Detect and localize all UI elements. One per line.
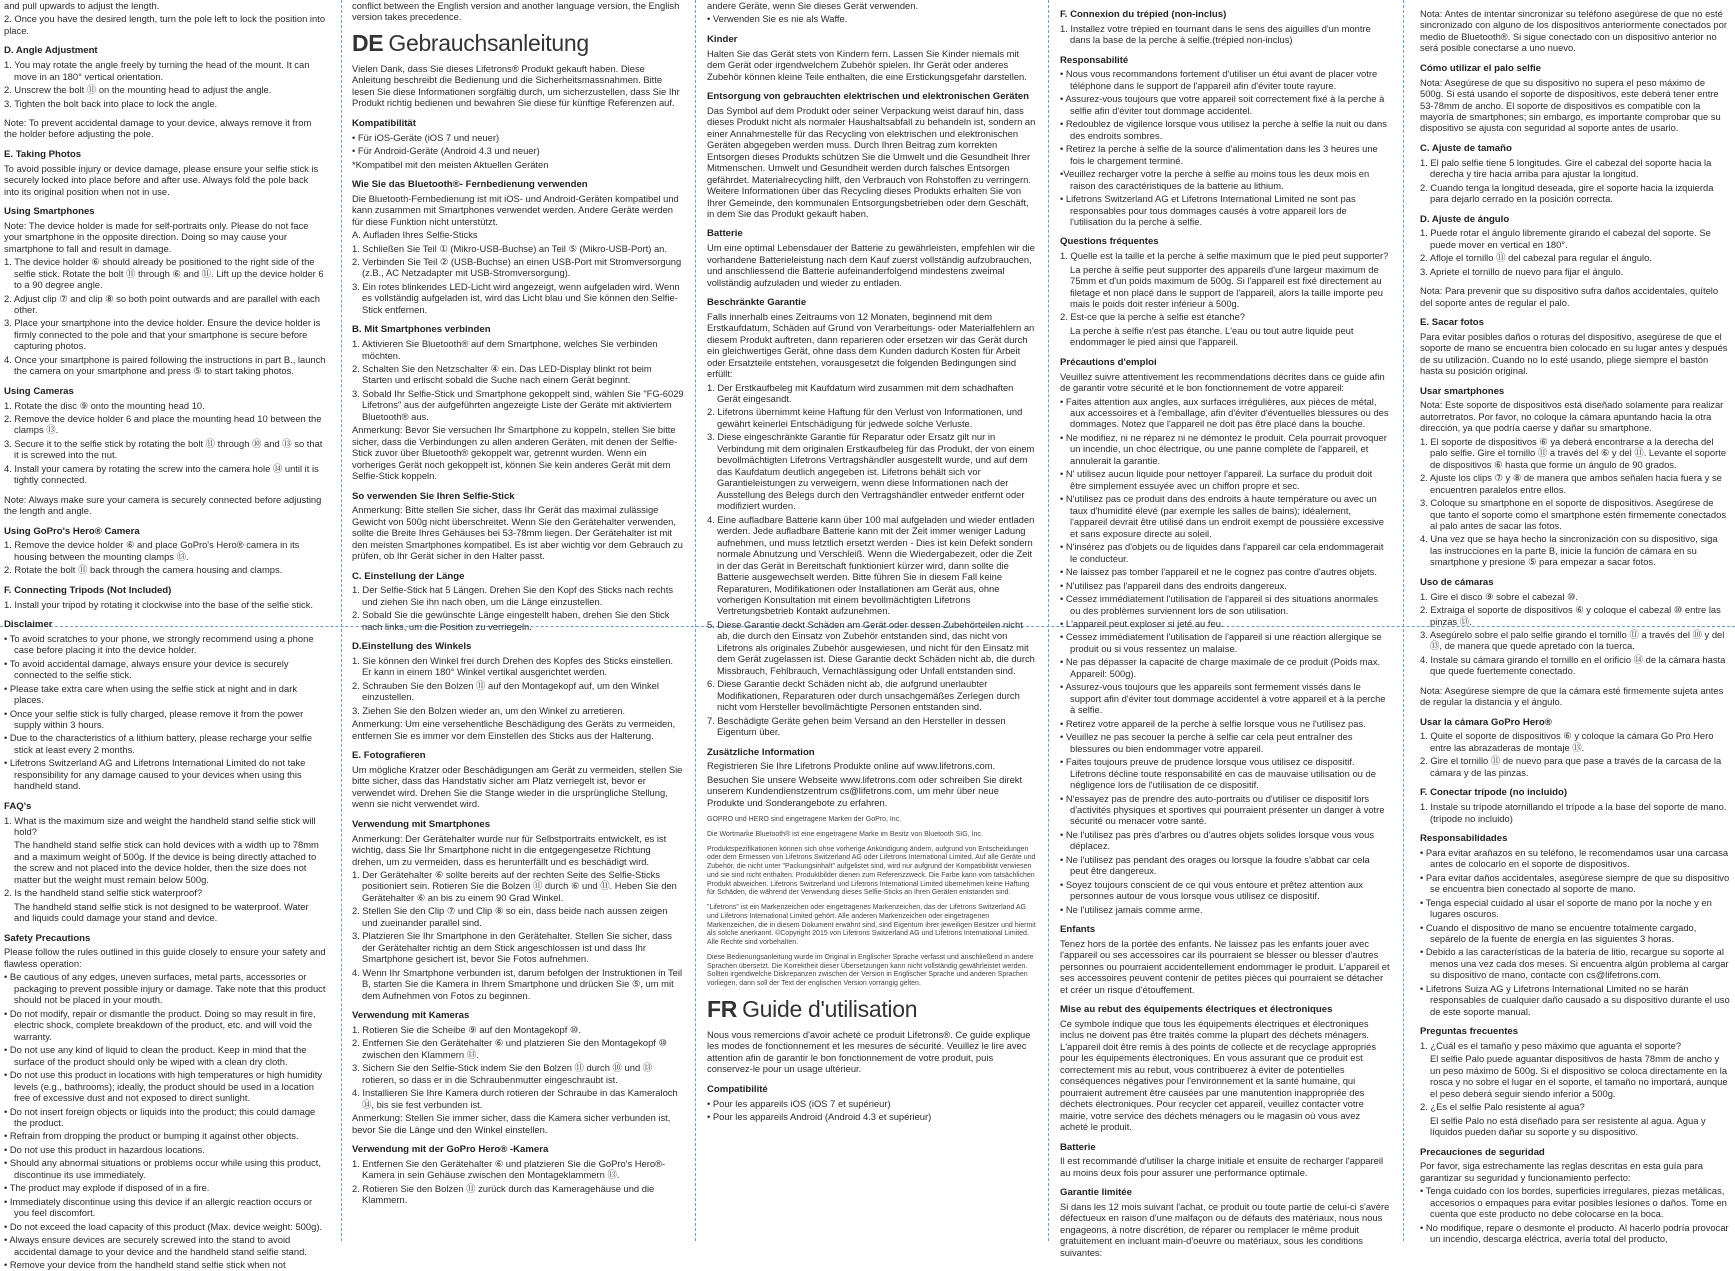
text-line: • Do not use this product in locations with high temperatures or high humidity levels (e.g., bathrooms); ideally, the product should be used in a location free of excessive dust and not exposed to direct sunlight. <box>4 1069 323 1104</box>
section-heading: Compatibilité <box>707 1083 768 1095</box>
section-heading: Safety Precautions <box>4 932 91 944</box>
text-line: 7. Beschädigte Geräte gehen beim Versand an den Hersteller in dessen Eigentum über. <box>707 714 1006 738</box>
intro: Nous vous remercions d'avoir acheté ce produit Lifetrons®. Ce guide explique les modes de fonctionnement et les mesures de sécurité. Veuillez le lire avec attention afin de garantir le bon fonctionnement de votre produit, puis conservez-le pour un usage ultérieur. <box>707 1028 1031 1075</box>
section <box>4 45 326 109</box>
text-line: 2. Extraiga el soporte de dispositivos ⑥ y coloque el cabezal ⑩ entre las pinzas ⑬. <box>1420 604 1721 627</box>
section <box>707 91 1037 219</box>
text-line: 2. Stellen Sie den Clip ⑦ und Clip ⑧ so ein, dass beide nach aussen zeigen und zueinander parallel sind. <box>352 905 668 928</box>
text-line: •Veuillez recharger votre la perche à selfie au moins tous les deux mois en raison des caractéristiques de la batterie au lithium. <box>1060 168 1370 191</box>
section <box>4 206 326 377</box>
section-title <box>707 995 1037 1023</box>
section <box>4 801 326 924</box>
text-line: 3. Tighten the bolt back into place to lock the angle. <box>4 97 218 109</box>
text-line: 2. Verbinden Sie Teil ② (USB-Buchse) an einen USB-Port mit Stromversorgung (z.B., AC Netzadapter mit USB-Stromversorgung). <box>352 256 682 279</box>
text-line: Registrieren Sie Ihre Lifetrons Produkte online auf www.lifetrons.com. <box>707 760 996 772</box>
text-line: • Be cautious of any edges, uneven surfaces, metal parts, accessories or packaging to prevent possible injury or damage. Take note that this product should not be placed in your mouth. <box>4 971 326 1006</box>
section-heading: Usar la cámara GoPro Hero® <box>1420 716 1552 728</box>
text-line: 4. Installieren Sie Ihre Kamera durch rotieren der Schraube in das Kameraloch ⑭, bis sie fest verbunden ist. <box>352 1087 678 1110</box>
text-line: Falls innerhalb eines Zeitraums von 12 Monaten, beginnend mit dem Erstkaufdatum, Schäden auf Grund von Verarbeitungs- oder Materialfehlern an diesem Produkt auftreten, dann reparieren oder ersetzen wir das Gerät durch ein gleichwertiges Gerät, ohne dass dem Kunden dadurch Kosten für Arbeit oder Ersatzteile entstehen, vorausgesetzt die folgenden Bedingungen sind erfüllt: <box>707 310 1035 380</box>
section <box>4 933 326 1271</box>
column-german-french <box>707 0 1037 1241</box>
section <box>352 1144 684 1206</box>
text-line: • N' utilisez aucun liquide pour nettoyer l'appareil. La surface du produit doit être simplement essuyée avec un chiffon propre et sec. <box>1060 468 1373 491</box>
text-line: 4. Una vez que se haya hecho la sincronización con su dispositivo, siga las instrucciones en la parte B, inicie la función de cámara en su smartphone y presione ⑤ para empezar a sacar fotos. <box>1420 533 1718 568</box>
section-title <box>352 29 684 57</box>
text-line: The handheld stand selfie stick is not designed to be waterproof. Water and liquids could damage your stand and device. <box>14 900 309 924</box>
text-line: 1. Puede rotar el ángulo libremente girando el cabezal del soporte. Se puede mover en vertical en 180°. <box>1420 227 1711 250</box>
text-line: • Do not exceed the load capacity of this product (Max. device weight: 500g). <box>4 1220 323 1232</box>
intro: Vielen Dank, dass Sie dieses Lifetrons® Produkt gekauft haben. Diese Anleitung beschreibt die Bedienung und die Sicherheitsmassnahmen. Bitte lesen Sie diese Informationen sorgfältig durch, um sicherzustellen, dass Sie Ihr Produkt richtig bedienen und bewahren Sie diese für künftige Referenzen auf. <box>352 62 680 109</box>
text-line: El selfie Palo no está diseñado para ser resistente al agua. Agua y líquidos pueden dañar su soporte y su dispositivo. <box>1430 1114 1706 1138</box>
text-line: • To avoid scratches to your phone, we strongly recommend using a phone case before placing it into the device holder. <box>4 632 314 656</box>
line: andere Geräte, wenn Sie dieses Gerät verwenden. <box>707 0 919 11</box>
line: and pull upwards to adjust the length. <box>4 0 160 11</box>
text-line: 1. Installez votre trépied en tournant dans le sens des aiguilles d'un montre dans la base de la perche à selfie.(trépied non-inclus) <box>1060 22 1371 46</box>
text-line: 1. Aktivieren Sie Bluetooth® auf dem Smartphone, welches Sie verbinden möchten. <box>352 338 658 361</box>
text-line: 1. El soporte de dispositivos ⑥ ya deberá encontrarse a la derecha del palo selfie. Gire el tornillo ⑪ a través del ⑥ y del ⑪. Levante el soporte de dispositivos ⑥ hasta que forme un ángulo de 90 grados. <box>1420 435 1727 470</box>
text-line: Veuillez suivre attentivement les recommendations décrites dans ce guide afin de garantir votre sécurité et le bon fonctionnement de votre appareil: <box>1060 370 1385 394</box>
section <box>4 585 326 610</box>
text-line: Tenez hors de la portée des enfants. Ne laissez pas les enfants jouer avec l'appareil ou ses accessoires car ils pourraient se blesser ou blesser d'autres personnes ou pourraient accidentellement endommager le produit. L'appareil et ses accessoires peuvent contenir de petites pièces qui pourraient se détacher et créer un risque d'étouffement. <box>1060 937 1390 995</box>
section <box>707 34 1037 82</box>
text-line: • Tenga especial cuidado al usar el soporte de mano por la noche y en lugares oscuros. <box>1420 896 1712 920</box>
text-line: Besuchen Sie unsere Webseite www.lifetrons.com oder schreiben Sie direkt unserem Kundendienstzentrum cs@lifetrons.com, um mehr über neue Produkte und Sonderangebote zu erfahren. <box>707 773 1023 808</box>
section-heading: Precauciones de seguridad <box>1420 1146 1545 1158</box>
text-line: 2. ¿Es el selfie Palo resistente al agua? <box>1420 1101 1585 1113</box>
text-line: 2. Entfernen Sie den Gerätehalter ⑥ und platzieren Sie den Montagekopf ⑩ zwischen den Klammern ⑬. <box>352 1037 667 1060</box>
text-line: 1. Sie können den Winkel frei durch Drehen des Kopfes des Sticks einstellen. Er kann in einem 180° Winkel vertikal ausgerichtet werden. <box>352 655 674 678</box>
line: • Verwenden Sie es nie als Waffe. <box>707 13 848 25</box>
section-heading: Disclaimer <box>4 619 53 631</box>
section-heading: Verwendung mit Smartphones <box>352 818 491 830</box>
section <box>352 750 684 810</box>
section-heading: B. Mit Smartphones verbinden <box>352 324 491 336</box>
text-line: 2. Remove the device holder 6 and place the mounting head 10 between the clamps ⑬. <box>4 413 322 436</box>
section <box>352 571 684 633</box>
text-line: • Para evitar arañazos en su teléfono, le recomendamos usar una carcasa antes de colocarlo en el soporte de dispositivos. <box>1420 846 1729 870</box>
section <box>1060 924 1390 995</box>
text-line: 2. Gire el tornillo ⑪ de nuevo para que pase a través de la carcasa de la cámara y de las pinzas. <box>1420 755 1722 778</box>
section-heading: Batterie <box>707 228 743 240</box>
title-text: Gebrauchsanleitung <box>388 29 589 56</box>
text-line: Please follow the rules outlined in this guide closely to ensure your safety and flawless operation: <box>4 946 326 969</box>
language-code: FR <box>707 995 738 1022</box>
column-english <box>0 0 330 1271</box>
text-line: • Do not use any kind of liquid to clean the product. Keep in mind that the surface of the product should only be wiped with a clean dry cloth. <box>4 1044 307 1067</box>
line: • Pour les appareils Android (Android 4.3 et supérieur) <box>707 1111 932 1123</box>
section-heading: Preguntas frecuentes <box>1420 1026 1519 1038</box>
section-heading: C. Ajuste de tamaño <box>1420 142 1512 154</box>
section-heading: So verwenden Sie Ihren Selfie-Stick <box>352 490 515 502</box>
text-line: 4. Eine aufladbare Batterie kann über 100 mal aufgeladen und wieder entladen werden. Jede aufladbare Batterie kann mit der Zeit immer weniger Ladung aufnehmen, und muss letztlich ersetzt werden - Dies ist kein Defekt sondern normale Abnutzung und Verschleiß. Wenn die Wiedergabezeit, oder die Zeit in der das Gerät in Bereitschaft funktioniert kürzer wird, dann sollte die Batterie ausgewechselt werden. Bitte führen Sie in diesem Fall keine Reparaturen, Modifikationen oder Installationen am Gerät aus, ohne vorherigen Konsultation mit einem bevollmächtigten Lifetrons Vertretungsbetrieb Kontakt aufzunehmen. <box>707 513 1035 617</box>
text-line: 1. Entfernen Sie den Gerätehalter ⑥ und platzieren Sie die GoPro's Hero®-Kamera in sein Gehäuse zwischen den Montageklammern ⑬. <box>352 1157 666 1181</box>
text-line: • Veuillez ne pas secouer la perche à selfie car cela peut entraîner des blessures ou bien endommager votre appareil. <box>1060 731 1353 754</box>
text-line: Um eine optimal Lebensdauer der Batterie zu gewährleisten, empfehlen wir die vorhandene Batterieleistung nach dem Kauf zuerst vollständig aufzubrauchen, und anschliessend die Batterie aufeinanderfolgend mindestens zweimal vollständig aufzuladen und wieder zu entladen. <box>707 242 1035 288</box>
section <box>1060 236 1390 347</box>
section-heading: Zusätzliche Information <box>707 746 815 758</box>
text-line: • Assurez-vous toujours que votre appareil soit correctement fixé à la perche à selfie afin d'éviter tout dommage accidentel. <box>1060 93 1385 116</box>
section <box>1420 285 1730 308</box>
text-line: 1. Der Selfie-Stick hat 5 Längen. Drehen Sie den Kopf des Sticks nach rechts und ziehen Sie ihn nach oben, um die Länge einzustellen. <box>352 584 674 607</box>
section-heading: Mise au rebut des équipements électriques et électroniques <box>1060 1004 1333 1016</box>
section <box>707 747 1037 809</box>
text-line: 2. Lifetrons übernimmt keine Haftung für den Verlust von Informationen, und gewährt keinerlei Entschädigung für jedwede solche Verluste. <box>707 406 1023 429</box>
text-line: 3. Sichern Sie den Selfie-Stick indem Sie den Bolzen ⑪ durch ⑩ und ⑬ rotieren, so dass er in die Schraubenmutter eingeschraubt ist. <box>352 1062 653 1085</box>
section <box>1420 214 1730 278</box>
text-line: A. Aufladen Ihres Selfie-Sticks <box>352 229 478 241</box>
text-line: • Soyez toujours conscient de ce qui vous entoure et prêtez attention aux personnes autour de vous lorsque vous utilisez ce dispositif. <box>1060 878 1363 902</box>
text-line: • Ne pas dépasser la capacité de charge maximale de ce produit (Poids max. Appareil: 500g). <box>1060 656 1381 679</box>
text-line: • L'appareil peut exploser si jeté au feu. <box>1060 617 1224 629</box>
section-heading: Uso de cámaras <box>1420 576 1494 588</box>
text-line: 2. Ajuste los clips ⑦ y ⑧ de manera que ambos señalen hacia fuera y se encuentren paralelos entre ellos. <box>1420 472 1722 495</box>
section <box>1420 685 1730 708</box>
sections <box>1420 8 1730 1245</box>
text-line: 4. Instale su cámara girando el tornillo en el orificio ⑭ de la cámara hasta que quede fuertemente conectado. <box>1420 653 1726 677</box>
text-line: Nota: Asegúrese siempre de que la cámara esté firmemente sujeta antes de regular la distancia y el ángulo. <box>1420 684 1724 708</box>
text-line: 3. Coloque su smartphone en el soporte de dispositivos. Asegúrese de que tanto el soporte como el smartphone estén firmemente conectados al palo antes de sacar las fotos. <box>1420 497 1727 531</box>
section-heading: Entsorgung von gebrauchten elektrischen und elektronischen Geräten <box>707 91 1029 103</box>
text-line: 1. What is the maximum size and weight the handheld stand selfie stick will hold? <box>4 814 316 837</box>
section-heading: Using GoPro's Hero® Camera <box>4 525 140 537</box>
section <box>352 324 684 481</box>
section <box>1420 787 1730 824</box>
text-line: • Lifetrons Switzerland AG et Lifetrons International Limited ne sont pas responsables pour tous dommages causés à votre appareil lors de l'utilisation du la perche à selfie. <box>1060 193 1356 227</box>
text-line: 1. Rotieren Sie die Scheibe ⑨ auf den Montagekopf ⑩. <box>352 1023 581 1035</box>
text-line: 2. Is the handheld stand selfie stick waterproof? <box>4 887 203 899</box>
text-line: 3. Asegúrelo sobre el palo selfie girando el tornillo ⑪ a través del ⑩ y del ⑬, de manera que quede apretado con la tuerca. <box>1420 628 1725 652</box>
fine-print <box>707 816 1037 989</box>
text-line: • N'insérez pas d'objets ou de liquides dans l'appareil car cela endommagerait le conducteur. <box>1060 541 1384 564</box>
text-line: • Do not use this product in hazardous locations. <box>4 1143 205 1155</box>
text-line: Ce symbole indique que tous les équipements électriques et électroniques inclus ne doivent pas être traités comme la plupart des déchets ménagers. L'appareil doit être remis à des points de collecte et de recyclage appropriés pour les équipements électroniques. En vous assurant que ce produit est correctement mis au rebut, vous contribuerez à éviter de potentielles conséquences négatives pour l'environnement et la santé humaine, qui pourraient autrement être causées par une manutention inappropriée des déchets électroniques. Pour recycler cet appareil, veuillez contacter votre mairie, votre service des déchets ménagers ou le magasin où vous avez acheté le produit. <box>1060 1017 1377 1133</box>
text-line: 2. Schrauben Sie den Bolzen ⑪ auf den Montagekopf auf, um den Winkel einzustellen. <box>352 679 659 703</box>
text-line: 1. Gire el disco ⑨ sobre el cabezal ⑩. <box>1420 590 1579 602</box>
section <box>352 1010 684 1135</box>
text-line: 3. Place your smartphone into the device holder. Ensure the device holder is firmly connected to the pole and that your smartphone is secure before capturing photos. <box>4 317 321 352</box>
fold-line-3 <box>1048 0 1049 1241</box>
text-line: Para evitar posibles daños o roturas del dispositivo, asegúrese de que el soporte de mano se encuentra bien colocado en su lugar antes y después de su utilización. Cuando no lo esté usando, pliege siempre el bastón hasta su posición original. <box>1420 330 1728 377</box>
text-line: 2. Schalten Sie den Netzschalter ④ ein. Das LED-Display blinkt rot beim Starten und erlischt sobald die Suche nach einem Gerät beginnt. <box>352 363 652 386</box>
text-line: • Once your selfie stick is fully charged, please remove it from the power supply within 3 hours. <box>4 707 304 731</box>
text-line: 2. Afloje el tornillo ⑪ del cabezal para regular el ángulo. <box>1420 252 1652 264</box>
text-line: 1. Rotate the disc ⑨ onto the mounting head 10. <box>4 399 205 411</box>
section-heading: F. Conectar trípode (no incluido) <box>1420 787 1568 799</box>
text-line: • Para evitar daños accidentales, asegúrese siempre de que su dispositivo se encuentra bien conectado al soporte de mano. <box>1420 871 1730 895</box>
section-heading: Précautions d'emploi <box>1060 356 1157 368</box>
text-line: Anmerkung: Um eine versehentliche Beschädigung des Geräts zu vermeiden, entfernen Sie es immer vor dem Einstellen des Sticks aus der Halterung. <box>352 718 676 741</box>
section-heading: E. Taking Photos <box>4 148 82 160</box>
text-line: 2. Est-ce que la perche à selfie est étanche? <box>1060 311 1246 323</box>
section <box>1060 55 1390 228</box>
text-line: • Für Android-Geräte (Android 4.3 und neuer) <box>352 145 540 157</box>
text-line: Die Bluetooth-Fernbedienung ist mit iOS- und Android-Geräten kompatibel und kann zusammen mit Smartphones verwendet werden. Andere Geräte werden für diese Funktion nicht unterstützt. <box>352 192 679 227</box>
text-line: • Cessez immédiatement l'utilisation de l'appareil si des situations anormales ou des problèmes surviennent lors de son utilisation. <box>1060 593 1378 616</box>
text-line: 3. Secure it to the selfie stick by rotating the bolt ⑪ through ⑩ and ⑬ so that it is screwed into the nut. <box>4 437 323 461</box>
text-line: • N'utilisez pas l'appareil dans des endroits dangereux. <box>1060 579 1287 591</box>
line: 2. Once you have the desired length, turn the pole left to lock the position into place. <box>4 13 326 36</box>
section <box>1420 317 1730 377</box>
section <box>1060 1187 1390 1258</box>
section-heading: Using Cameras <box>4 385 74 397</box>
text-line: • The product may explode if disposed of in a fire. <box>4 1182 210 1194</box>
text-line: 4. Once your smartphone is paired following the instructions in part B., launch the camera on your smartphone and press ⑤ to start taking photos. <box>4 353 326 377</box>
section <box>1420 8 1730 54</box>
section-heading: Cómo utilizar el palo selfie <box>1420 62 1542 74</box>
text-line: • Always ensure devices are securely screwed into the stand to avoid accidental damage to your device and the handheld stand selfie stand. <box>4 1234 307 1257</box>
text-line: • Retirez votre appareil de la perche à selfie lorsque vous ne l'utilisez pas. <box>1060 717 1366 729</box>
text-line: Por favor, siga estrechamente las reglas descritas en esta guía para garantizar su seguridad y funcionamiento perfecto: <box>1420 1160 1703 1183</box>
sections <box>707 34 1037 808</box>
text-line: • Retirez la perche à selfie de la source d'alimentation dans les 3 heures une fois le chargement terminé. <box>1060 143 1378 166</box>
text-line: • Faites attention aux angles, aux surfaces irrégulières, aux pièces de métal, aux accessoires et à l'emballage, afin d'éviter d'éventuelles blessures ou des dommages. Notez que l'appareil ne doit pas être placé dans la bouche. <box>1060 395 1389 430</box>
text-line: 3. Ziehen Sie den Bolzen wieder an, um den Winkel zu arretieren. <box>352 704 626 716</box>
section <box>1420 577 1730 677</box>
section-heading: C. Einstellung der Länge <box>352 570 465 582</box>
section <box>1420 833 1730 1017</box>
text-line: 6. Diese Garantie deckt Schäden nicht ab, die aufgrund unerlaubter Modifikationen, Reparaturen oder durch unsachgemäßes Zerlegen durch nicht vom Hersteller bevollmächtigte Personen entstanden sind. <box>707 678 1020 713</box>
text-line: • Do not modify, repair or dismantle the product. Doing so may result in fire, electric shock, complete breakdown of the product, etc. and will void the warranty. <box>4 1007 316 1042</box>
column-german <box>352 0 684 1241</box>
text-line: • Lifetrons Switzerland AG and Lifetrons International Limited do not take responsibility for any damage caused to your devices when using this handheld stand. <box>4 757 306 792</box>
text-line: El selfie Palo puede aguantar dispositivos de hasta 78mm de ancho y un peso máximo de 500g. Si el dispositivo se coloca directamente en la rosca y no sobre el lugar en el soporte, el tamaño no importará, aunque el peso deberá seguir siendo inferior a 500g. <box>1430 1053 1728 1099</box>
text-line: • Redoublez de vigilence lorsque vous utilisez la perche à selfie la nuit ou dans des endroits sombres. <box>1060 118 1387 141</box>
fold-line-4 <box>1403 0 1404 1241</box>
text-line: • Cessez immédiatement l'utilisation de l'appareil si une réaction allergique se produit ou si vous ressentez un malaise. <box>1060 631 1382 654</box>
text-line: • Lifetrons Suiza AG y Lifetrons International Limited no se harán responsables de cualquier daño causado a su dispositivo durante el uso de este soporte manual. <box>1420 982 1730 1017</box>
text-line: Anmerkung: Stellen Sie immer sicher, dass die Kamera sicher verbunden ist, bevor Sie die Länge und den Winkel einstellen. <box>352 1112 671 1135</box>
text-line: • Cuando el dispositivo de mano se encuentre totalmente cargado, sepárelo de la fuente de energía en las siguientes 3 horas. <box>1420 921 1697 944</box>
text-line: Note: To prevent accidental damage to your device, always remove it from the holder before adjusting the pole. <box>4 116 312 140</box>
language-code: DE <box>352 29 384 56</box>
section <box>4 386 326 486</box>
text-line: 1. The device holder ⑥ should already be positioned to the right side of the selfie stick. Rotate the bolt ⑪ through ⑥ and ⑪. Lift up the device holder 6 to a 90 degree angle. <box>4 256 324 291</box>
text-line: Note: Always make sure your camera is securely connected before adjusting the length and angle. <box>4 493 322 517</box>
text-line: 2. Cuando tenga la longitud deseada, gire el soporte hacia la izquierda para dejarlo cerrado en la posición correcta. <box>1420 181 1714 205</box>
text-line: • Ne l'utilisez jamais comme arme. <box>1060 903 1203 915</box>
section-heading: FAQ's <box>4 800 32 812</box>
section <box>4 526 326 576</box>
text-line: 5. Diese Garantie deckt Schäden am Gerät oder dessen Zubehörteilen nicht ab, die durch den Einsatz von Zubehör entstanden sind, das nicht von Lifetrons als originales Zubehör ausgewiesen, und nicht für den Einsatz mit dem Gerät zugelassen ist. Diese Garantie deckt Schäden nicht ab, die durch Missbrauch, Fehlbrauch, Vernachlässigung oder Unfall entstanden sind. <box>707 618 1035 676</box>
section <box>1060 1004 1390 1132</box>
text-line: Nota: Antes de intentar sincronizar su teléfono asegúrese de que no esté sincronizado con alguno de los dispositivos anteriormente conectados por medio de Bluetooth®. Si sigue conectado con un dispositivo anterior no será posible conectarse a uno nuevo. <box>1420 8 1727 54</box>
text-line: 3. Sobald Ihr Selfie-Stick und Smartphone gekoppelt sind, wählen Sie "FG-6029 Lifetrons" aus der aufgeführten angezeigte Liste der Geräte mit aktiviertem Bluetooth® aus. <box>352 387 684 422</box>
text-line: • Immediately discontinue using this device if an allergic reaction occurs or you feel discomfort. <box>4 1195 313 1219</box>
section <box>352 641 684 741</box>
text-line: • Due to the characteristics of a lithium battery, please recharge your selfie stick at least every 2 months. <box>4 732 312 755</box>
text-line: 1. ¿Cuál es el tamaño y peso máximo que aguanta el soporte? <box>1420 1039 1682 1051</box>
text-line: • Debido a las características de la batería de litio, recargue su soporte al menos una vez cada dos meses. Si encuentra algún problema al cargar su dispositivo de mano, contacte con cs@lifetrons.com. <box>1420 946 1729 981</box>
text-line: Um mögliche Kratzer oder Beschädigungen am Gerät zu vermeiden, stellen Sie bitte sicher, dass das Handstativ sicher am Platz verriegelt ist, bevor er verwendet wird. Drehen Sie die Stange wieder in die ursprüngliche Stellung, wenn sie nicht verwendet wird. <box>352 764 683 810</box>
text-line: 2. Rotieren Sie den Bolzen ⑪ zurück durch das Kameragehäuse und die Klammern. <box>352 1182 655 1206</box>
section-heading: Questions fréquentes <box>1060 236 1159 248</box>
section <box>352 819 684 1001</box>
text-line: • Ne l'utilisez pas près d'arbres ou d'autres objets solides lorsque vous vous déplacez. <box>1060 828 1375 852</box>
section <box>4 117 326 140</box>
section-heading: Responsabilidades <box>1420 833 1508 844</box>
text-line: To avoid possible injury or device damage, please ensure your selfie stick is securely locked into place before and after use. Always fold the pole back into its original position when not in use. <box>4 162 319 197</box>
text-line: • Für iOS-Geräte (iOS 7 und neuer) <box>352 131 500 143</box>
text-line: 1. Quelle est la taille et la perche à selfie maximum que le pied peut supporter? <box>1060 250 1389 262</box>
text-line: • Ne l'utilisez pas pendant des orages ou lorsque la foudre s'abbat car cela peut être dangereux. <box>1060 853 1370 877</box>
text-line: Il est recommandé d'utiliser la charge initiale et ensuite de recharger l'appareil au moins deux fois pour assurer une performance optimale. <box>1060 1155 1384 1178</box>
text-line: • Do not insert foreign objects or liquids into the product; this could damage the product. <box>4 1105 316 1129</box>
text-line: 2. Sobald Sie die gewünschte Länge eingestellt haben, drehen Sie den Stick nach links, um die Position zu verriegeln. <box>352 609 670 632</box>
section <box>352 118 684 170</box>
section-heading: D.Einstellung des Winkels <box>352 641 472 653</box>
section <box>1060 1142 1390 1179</box>
text-line: 3. Diese eingeschränkte Garantie für Reparatur oder Ersatz gilt nur in Verbindung mit dem originalen Erstkaufbeleg für das Produkt, der von einem bevollmächtigten Lifetrons Vertragshändler ausgestellt wurde, und auf dem das Kaufdatum deutlich angegeben ist. Lifetrons behält sich vor Garantieleistungen zu verweigern, wenn diese Informationen nach der Ausstellung des Belegs durch den Vertragshändler entweder entfernt oder modifiziert wurden. <box>707 431 1035 512</box>
section-heading: Kinder <box>707 33 738 45</box>
section-heading: Enfants <box>1060 924 1096 936</box>
fine-print-line: Diese Bedienungsanleitung wurde im Original in Englischer Sprache verfasst und anschließend in andere Sprachen übersetzt. Die Korrektheit dieser Übersetzungen kann nicht vollständig gewährleistet werden. Sollten irgendwelche Diskrepanzen zwischen der Version in Englischer Sprache und anderen Sprachen vorliegen, dann soll der Text der englischen Version vorrangig gelten. <box>707 953 1034 988</box>
text-line: The handheld stand selfie stick can hold devices with a width up to 78mm and a maximum weight of 500g. If the device is being directly attached to the screw and not placed into the device holder, then the size does not matter but the weight must remain below 500g. <box>14 839 319 885</box>
text-line: Nota: Este soporte de dispositivos está diseñado solamente para realizar autorretratos. Por favor, no coloque la cámara apuntando hacia la otra dirección, ya que podría caerse y dañar su smartphone. <box>1420 399 1724 434</box>
section <box>1420 1026 1730 1137</box>
text-line: • Nous vous recommandons fortement d'utiliser un étui avant de placer votre téléphone dans le support de l'appareil afin d'éviter toute rayure. <box>1060 68 1378 91</box>
section-heading: Batterie <box>1060 1141 1096 1153</box>
section <box>1420 1147 1730 1245</box>
line: • Pour les appareils iOS (iOS 7 et supérieur) <box>707 1097 891 1109</box>
section-heading: Garantie limitée <box>1060 1187 1132 1199</box>
fine-print-line: "Lifetrons" ist ein Markenzeichen oder eingetragenes Markenzeichen, das der Lifetrons Switzerland AG und Lifetrons International Limited gehört. Alle anderen Markenzeichen oder eingetragenen Markenzeichen, die in diesem Dokument erwähnt sind, sind Eigentum ihrer jeweiligen Besitzer und hiermit als solche anerkannt. ©Copyright 2015 von Lifetrons Switzerland AG und Lifetrons International Limited. Alle Rechte sind vorbehalten. <box>707 904 1036 947</box>
text-line: • Ne laissez pas tomber l'appareil et ne le cognez pas contre d'autres objets. <box>1060 566 1377 578</box>
section <box>1060 9 1390 46</box>
section-heading: Responsabilité <box>1060 54 1129 66</box>
section-heading: Verwendung mit der GoPro Hero® -Kamera <box>352 1144 549 1156</box>
section-heading: Wie Sie das Bluetooth®- Fernbedienung verwenden <box>352 178 588 190</box>
text-line: • Refrain from dropping the product or bumping it against other objects. <box>4 1130 299 1142</box>
text-line: Anmerkung: Bitte stellen Sie sicher, dass Ihr Gerät das maximal zulässige Gewicht von 500g nicht überschreitet. Wenn Sie den Gerätehalter verwenden, sollte die Breite Ihres Gehäuses bei 53-78mm liegen. Der Gerätehalter ist mit den meisten Smartphones kompatibel. Es ist aber wichtig vor dem Gebrauch zu prüfen, ob Ihr Gerät sicher in den Halter passt. <box>352 504 683 562</box>
section-heading: D. Angle Adjustment <box>4 45 98 57</box>
top-lines <box>4 0 326 36</box>
fold-line-1 <box>341 0 342 1241</box>
section-heading: Verwendung mit Kameras <box>352 1010 470 1022</box>
text-line: Si dans les 12 mois suivant l'achat, ce produit ou toute partie de celui-ci s'avère défectueux en raison d'une malfaçon ou de défauts des matériaux, nous nous engageons, à notre discrétion, de réparer ou remplacer le même produit gratuitement en incluant main-d'oeuvre ou matériaux, sous les conditions suivantes: <box>1060 1201 1390 1258</box>
section <box>4 619 326 792</box>
column-french <box>1060 0 1390 1258</box>
text-line: • To avoid accidental damage, always ensure your device is securely connected to the selfie stick. <box>4 657 289 681</box>
text-line: • Tenga cuidado con los bordes, superficies irregulares, piezas metálicas, accesorios o empaques para evitar posibles lesiones o daños. Tome en cuenta que este producto no debe colocarse en la boca. <box>1420 1185 1727 1220</box>
text-line: 2. Adjust clip ⑦ and clip ⑧ so both point outwards and are parallel with each other. <box>4 292 320 316</box>
text-line: • N'utilisez pas ce produit dans des endroits à haute température ou avec un taux d'humidité élevé (par exemple les salles de bains); idéalement, l'appareil devrait être utilisé dans un endroit exempt de poussière excessive et sans exposure directe au soleil. <box>1060 493 1384 539</box>
section-heading: F. Connecting Tripods (Not Included) <box>4 584 172 596</box>
text-line: Halten Sie das Gerät stets von Kindern fern. Lassen Sie Kinder niemals mit dem Gerät oder irgendwelchem Zubehör spielen. Ihr Gerät oder anderes Zubehör können kleine Teile enthalten, die eine Erstickungsgefahr darstellen. <box>707 47 1027 82</box>
text-line: • N'essayez pas de prendre des auto-portraits ou d'utiliser ce dispositif lors d'activités physiques et sportives qui pourraient présenter un danger à votre sécurité ou menacer votre santé. <box>1060 792 1385 827</box>
text-line: *Kompatibel mit den meisten Aktuellen Geräten <box>352 158 549 170</box>
text-line: • Ne modifiez, ni ne réparez ni ne démontez le produit. Cela pourrait provoquer un incendie, un choc électrique, ou une panne complète de l'appareil, et annulerait la garantie. <box>1060 431 1387 466</box>
section <box>4 149 326 197</box>
text-line: La perche à selfie n'est pas étanche. L'eau ou tout autre liquide peut endommager le pied ainsi que l'appareil. <box>1070 324 1354 348</box>
section <box>1060 357 1390 915</box>
text-line: • No modifique, repare o desmonte el producto. Al hacerlo podría provocar un incendio, descarga eléctrica, avería total del producto, <box>1420 1221 1729 1245</box>
title-text: Guide d'utilisation <box>742 995 918 1022</box>
text-line: 1. Schließen Sie Teil ① (Mikro-USB-Buchse) an Teil ⑤ (Mikro-USB-Port) an. <box>352 242 667 254</box>
text-line: Anmerkung: Der Gerätehalter wurde nur für Selbstportraits entwickelt, es ist wichtig, dass Sie Ihr Smartphone nicht in die entgegengesetze Richtung drehen, um zu vermeiden, dass es herunterfällt und es beschädigt wird. <box>352 832 667 867</box>
section <box>1420 63 1730 134</box>
section <box>352 179 684 315</box>
text-line: Note: The device holder is made for self-portraits only. Please do not face your smartphone in the opposite direction. Doing so may cause your smartphone to fall and result in damage. <box>4 219 309 254</box>
fine-print-line: GOPRO und HERO sind eingetragene Marken der GoPro, Inc. <box>707 816 902 824</box>
section-heading: Kompatibilität <box>352 117 416 129</box>
sections <box>4 45 326 1270</box>
text-line: 1. Install your tripod by rotating it clockwise into the base of the selfie stick. <box>4 598 314 610</box>
text-line: 3. Apriete el tornillo de nuevo para fijar el ángulo. <box>1420 265 1624 277</box>
fold-line-2 <box>695 0 696 1241</box>
text-line: 3. Platzieren Sie Ihr Smartphone in den Gerätehalter. Stellen Sie sicher, dass der Gerätehalter richtig an dem Stick angeschlossen ist und dass Ihr Smartphone gesichert ist, bevor Sie Fotos aufnehmen. <box>352 930 672 965</box>
text-line: Nota: Asegúrese de que su dispositivo no supera el peso máximo de 500g. Si está usando el soporte de dispositivos, este deberá tener entre 53-78mm de ancho. El soporte de dispositivos es compatible con la mayoría de smartphones; sin embargo, es importante comprobar que su dispositivo se ajusta con seguridad al soporte antes de usarlo. <box>1420 76 1721 134</box>
section-heading: F. Connexion du trépied (non-inclus) <box>1060 9 1227 20</box>
section-heading: Beschränkte Garantie <box>707 297 807 309</box>
text-line: 3. Ein rotes blinkendes LED-Licht wird angezeigt, wenn aufgeladen wird. Wenn es vollständig aufgeladen ist, wird das Licht blau und Sie können den Selfie-Stick entfernen. <box>352 280 680 315</box>
text-line: 1. Quite el soporte de dispositivos ⑥ y coloque la cámara Go Pro Hero entre las abrazaderas de montaje ⑬. <box>1420 730 1714 753</box>
text-line: • Assurez-vous toujours que les appareils sont fermement vissés dans le support afin d'éviter tout dommage accidentel à votre appareil et à la perche à selfie. <box>1060 681 1386 716</box>
text-line: 2. Unscrew the bolt ⑪ on the mounting head to adjust the angle. <box>4 84 272 96</box>
text-line: Das Symbol auf dem Produkt oder seiner Verpackung weist darauf hin, dass dieses Produkt nicht als normaler Haushaltsabfall zu behandeln ist, sondern an einer Annahmestelle für das Recycling von elektrischen und elektronischen Geräten abgegeben werden muss. Durch Ihren Beitrag zum korrekten Entsorgen dieses Produkts schützen Sie die Umwelt und die Gesundheit Ihrer Mitmenschen. Umwelt und Gesundheit werden durch falsches Entsorgen gefährdet. Materialrecycling hilft, den Verbrauch von Rohstoffen zu verringern. Weitere Informationen über das Recycling dieses Produkts erhalten Sie von Ihrer Gemeinde, den kommunalen Entsorgungsbetrieben oder dem Geschäft, in dem Sie das Produkt gekauft haben. <box>707 104 1036 219</box>
section <box>1420 717 1730 779</box>
fine-print-line: Die Wortmarke Bluetooth® ist eine eingetragene Marke im Besitz von Bluetooth SIG, Inc. <box>707 830 983 838</box>
sections <box>352 118 684 1206</box>
text-line: • Should any abnormal situations or problems occur while using this product, discontinue its use immediately. <box>4 1157 321 1180</box>
section <box>352 491 684 562</box>
section-heading: E. Sacar fotos <box>1420 317 1484 329</box>
text-line: Nota: Para prevenir que su dispositivo sufra daños accidentales, quítelo del soporte antes de regular el palo. <box>1420 285 1719 308</box>
sections <box>1060 9 1390 1258</box>
text-line: 1. Der Erstkaufbeleg mit Kaufdatum wird zusammen mit dem schadhaften Gerät eingesandt. <box>707 381 1014 404</box>
text-line: 1. El palo selfie tiene 5 longitudes. Gire el cabezal del soporte hacia la derecha y tire hacia arriba para ajustar la longitud. <box>1420 156 1712 180</box>
text-line: 4. Install your camera by rotating the screw into the camera hole ⑭ until it is tightly connected. <box>4 462 319 486</box>
text-line: Anmerkung: Bevor Sie versuchen Ihr Smartphone zu koppeln, stellen Sie bitte sicher, dass die Verbindungen zu allen anderen Geräten, mit denen der Selfie-Stick zuvor über Bluetooth® gekoppelt war, getrennt wurden. Wenn ein vorheriges Gerät noch gekoppelt ist, können Sie kein anderes Gerät mit dem Selfie-Stick koppeln. <box>352 424 678 482</box>
text-line: 2. Rotate the bolt ⑪ back through the camera housing and clamps. <box>4 564 283 576</box>
text-line: 1. Instale su trípode atornillando el trípode a la base del soporte de mano.(trípode no incluido) <box>1420 801 1727 824</box>
text-line: • Remove your device from the handheld stand selfie stick when not <box>4 1259 286 1271</box>
section-heading: D. Ajuste de ángulo <box>1420 213 1510 225</box>
text-line: La perche à selfie peut supporter des appareils d'une largeur maximum de 75mm et d'un poids maximum de 500g. Si l'appareil est fixé directement au filetage et non placé dans le support de l'appareil, alors la taille importe peu mais le poids doit rester inférieur à 500g. <box>1070 263 1383 310</box>
section <box>707 228 1037 288</box>
text-line: 1. Der Gerätehalter ⑥ sollte bereits auf der rechten Seite des Selfie-Sticks positioniert sein. Rotieren Sie die Bolzen ⑪ durch ⑥ und ⑪. Heben Sie den Gerätehalter ⑥ an bis zu einem 90 Grad Winkel. <box>352 868 677 903</box>
fine-print-line: Produktspezifikationen können sich ohne vorherige Ankündigung ändern, aufgrund von Entscheidungen oder dem Ermessen von Lifetrons Switzerland AG oder Lifetrons International Limited. Auf alle Geräte und Zubehör, die nicht unter "Packungsinhalt" aufgelistet sind, wird nur aufgrund der Kompatibilität verwiesen und sie sind nicht enthalten. Produktbilder dienen zum Referenzzweck. Die Farbe kann vom tatsächlichen Produkt abweichen. Lifetrons Switzerland und Lifetrons International Limited übernehmen keine Haftung für Schäden, die während der Verwendung dieses Selfie-Sticks an Ihren Geräten entstanden sind. <box>707 845 1036 897</box>
section <box>707 297 1037 738</box>
section-heading: Using Smartphones <box>4 206 95 218</box>
top-line: conflict between the English version and another language version, the English version takes precedence. <box>352 0 680 23</box>
section <box>1420 143 1730 205</box>
section <box>1420 386 1730 568</box>
column-spanish <box>1420 0 1730 1245</box>
section-heading: Usar smartphones <box>1420 385 1505 397</box>
text-line: 1. You may rotate the angle freely by turning the head of the mount. It can move in an 180° vertical orientation. <box>4 59 310 82</box>
text-line: 1. Remove the device holder ⑥ and place GoPro's Hero® camera in its housing between the mounting clamps ⑬. <box>4 539 300 562</box>
section <box>4 494 326 517</box>
section-heading: E. Fotografieren <box>352 750 426 762</box>
text-line: • Please take extra care when using the selfie stick at night and in dark places. <box>4 682 298 706</box>
text-line: • Faites toujours preuve de prudence lorsque vous utilisez ce dispositif. Lifetrons décline toute responsabilité en cas de mauvaise utilisation ou de négligence lors de l'utilisation de ce dispositif. <box>1060 756 1376 791</box>
text-line: 4. Wenn Ihr Smartphone verbunden ist, darum befolgen der Instruktionen in Teil B, starten Sie die Kamera in Ihrem Smartphone und drücken Sie ⑤, um mit dem Aufnehmen von Fotos zu beginnen. <box>352 966 683 1001</box>
